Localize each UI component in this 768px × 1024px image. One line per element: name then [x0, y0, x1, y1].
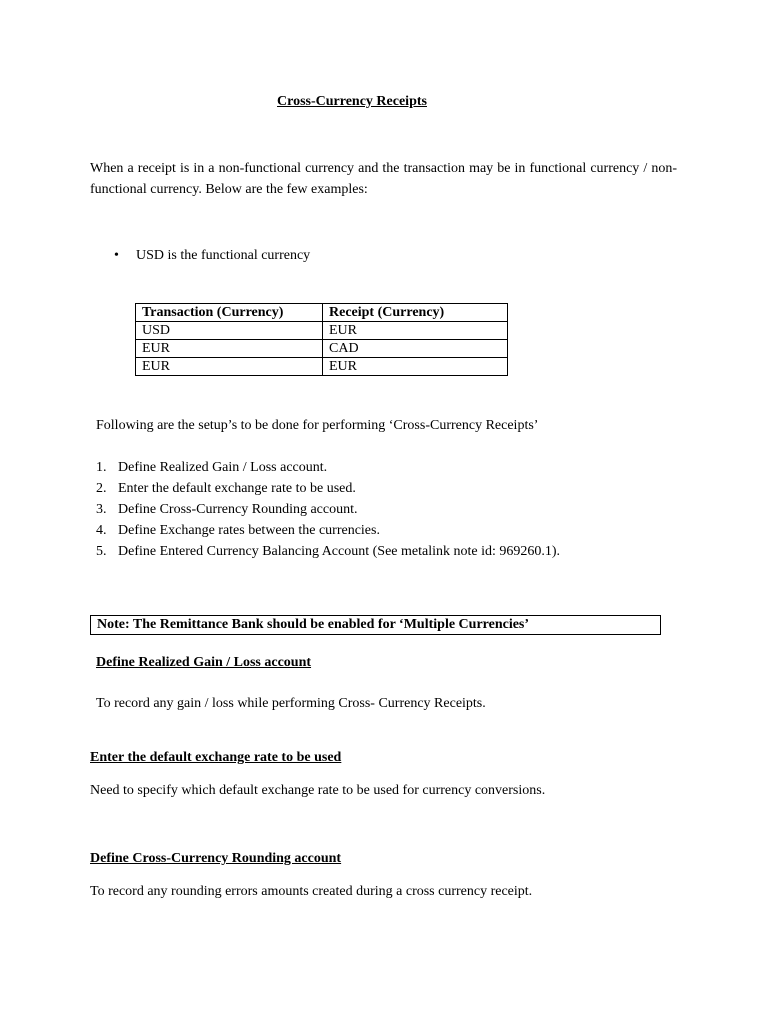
- table-cell: EUR: [323, 322, 508, 340]
- list-text: Enter the default exchange rate to be used.: [118, 481, 356, 496]
- list-item: [96, 478, 560, 499]
- setup-intro: Following are the setup’s to be done for performing ‘Cross-Currency Receipts’: [96, 418, 539, 433]
- table-header-cell: Transaction (Currency): [136, 304, 323, 322]
- table-cell: EUR: [136, 358, 323, 376]
- list-text: Define Exchange rates between the currencies.: [118, 523, 380, 538]
- list-text: Define Cross-Currency Rounding account.: [118, 502, 358, 517]
- table-row: [136, 358, 508, 376]
- table-row: [136, 340, 508, 358]
- currency-table: [135, 303, 508, 376]
- section-heading-gain-loss: Define Realized Gain / Loss account: [96, 655, 312, 670]
- page-title: Cross-Currency Receipts: [277, 94, 427, 109]
- setup-steps-list: [96, 457, 560, 562]
- section-heading-rounding: Define Cross-Currency Rounding account: [90, 851, 342, 866]
- list-item: [96, 520, 560, 541]
- table-row: [136, 322, 508, 340]
- table-cell: CAD: [323, 340, 508, 358]
- note-box: Note: The Remittance Bank should be enabled for ‘Multiple Currencies’: [90, 615, 661, 635]
- list-item: [96, 541, 560, 562]
- list-number: 3.: [96, 502, 107, 517]
- bullet-icon: •: [114, 248, 119, 263]
- bullet-text: USD is the functional currency: [136, 248, 311, 263]
- list-number: 5.: [96, 544, 107, 559]
- list-text: Define Realized Gain / Loss account.: [118, 460, 328, 475]
- table-cell: EUR: [136, 340, 323, 358]
- list-item: [96, 457, 560, 478]
- table-header-row: [136, 304, 508, 322]
- list-number: 4.: [96, 523, 107, 538]
- table-header-cell: Receipt (Currency): [323, 304, 508, 322]
- intro-paragraph: When a receipt is in a non-functional currency and the transaction may be in functional currency / non-functional currency. Below are the few examples:: [90, 161, 677, 197]
- section-heading-exchange-rate: Enter the default exchange rate to be used: [90, 750, 342, 765]
- section-body-exchange-rate: Need to specify which default exchange rate to be used for currency conversions.: [90, 783, 546, 798]
- section-body-gain-loss: To record any gain / loss while performing Cross- Currency Receipts.: [96, 696, 486, 711]
- list-text: Define Entered Currency Balancing Account (See metalink note id: 969260.1).: [118, 544, 561, 559]
- bullet-item: [114, 248, 310, 264]
- section-body-rounding: To record any rounding errors amounts created during a cross currency receipt.: [90, 884, 533, 899]
- list-number: 2.: [96, 481, 107, 496]
- list-item: [96, 499, 560, 520]
- table-cell: EUR: [323, 358, 508, 376]
- list-number: 1.: [96, 460, 107, 475]
- table-cell: USD: [136, 322, 323, 340]
